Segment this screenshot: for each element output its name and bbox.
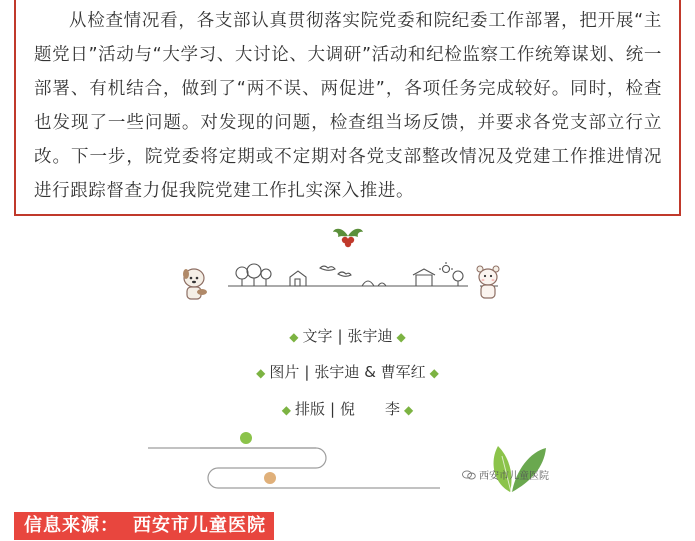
watermark xyxy=(462,467,549,482)
credit-value: 倪 李 xyxy=(340,400,401,418)
credit-line-layout xyxy=(0,398,695,419)
bear-icon xyxy=(477,266,499,298)
diamond-icon: ◆ xyxy=(281,403,291,417)
source-value: 西安市儿童医院 xyxy=(133,515,266,536)
credit-line-photo xyxy=(0,361,695,382)
diamond-icon: ◆ xyxy=(289,330,299,344)
green-dot-icon xyxy=(240,432,252,444)
tan-dot-icon xyxy=(264,472,276,484)
diamond-icon: ◆ xyxy=(404,403,414,417)
credit-label: 图片 xyxy=(269,363,300,381)
source-banner xyxy=(14,512,274,540)
watermark-text: 西安市儿童医院 xyxy=(479,471,549,482)
decorative-lines xyxy=(140,422,560,502)
credit-value: 张宇迪 & 曹军红 xyxy=(314,363,426,381)
credit-line-text xyxy=(0,325,695,346)
diamond-icon: ◆ xyxy=(429,366,439,380)
credit-separator: | xyxy=(329,400,336,418)
wechat-icon xyxy=(462,470,476,480)
credit-label: 文字 xyxy=(302,327,333,345)
article-frame xyxy=(14,0,681,216)
credit-separator: | xyxy=(337,327,343,345)
credit-label: 排版 xyxy=(294,400,325,418)
holly-icon xyxy=(332,222,364,248)
source-label: 信息来源： xyxy=(24,515,119,536)
dog-icon xyxy=(183,269,207,299)
diamond-icon: ◆ xyxy=(396,330,406,344)
credit-value: 张宇迪 xyxy=(347,327,393,345)
landscape-illustration xyxy=(180,260,515,302)
diamond-icon: ◆ xyxy=(256,366,266,380)
credit-separator: | xyxy=(304,363,310,381)
article-paragraph: 从检查情况看，各支部认真贯彻落实院党委和院纪委工作部署，把开展“主题党日”活动与“大学习、大讨论、大调研”活动和纪检监察工作统筹谋划、统一部署、有机结合，做到了“两不误、两促进”，各项任务完成较好。同时，检查也发现了一些问题。对发现的问题，检查组当场反馈，并要求各党支部立行立改。下一步，院党委将定期或不定期对各党支部整改情况及党建工作推进情况进行跟踪督查力促我院党建工作扎实深入推进。 xyxy=(34,11,662,201)
